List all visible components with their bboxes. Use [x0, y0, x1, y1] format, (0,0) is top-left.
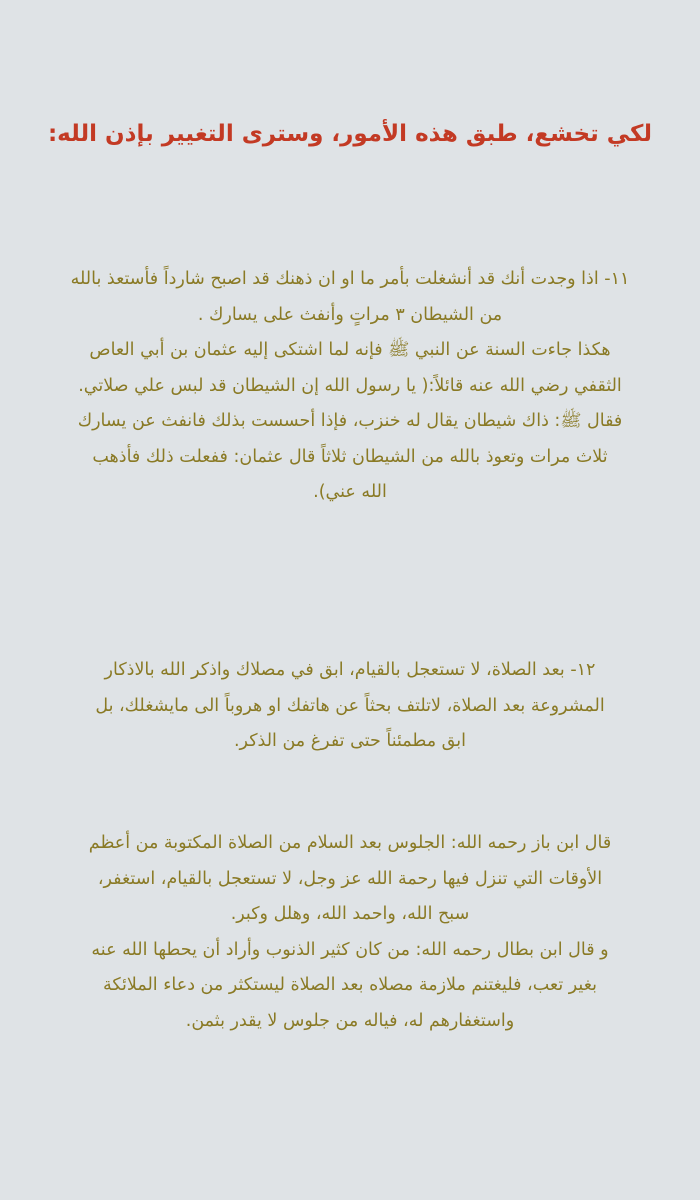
section-11-line: هكذا جاءت السنة عن النبي ﷺ فإنه لما اشتكى إليه عثمان بن أبي العاص — [89, 340, 611, 360]
section-11-line: فقال ﷺ: ذاك شيطان يقال له خنزب، فإذا أحسست بذلك فانفث عن يسارك — [77, 411, 623, 431]
section-12-line: ١٢- بعد الصلاة، لا تستعجل بالقيام، ابق في مصلاك واذكر الله بالاذكار — [104, 660, 596, 680]
section-12-line: ابق مطمئناً حتى تفرغ من الذكر. — [233, 731, 466, 751]
section-11-line: ثلاث مرات وتعوذ بالله من الشيطان ثلاثاً قال عثمان: ففعلت ذلك فأذهب — [92, 446, 608, 467]
quote-line: و قال ابن بطال رحمه الله: من كان كثير الذنوب وأراد أن يحطها الله عنه — [91, 939, 609, 960]
section-12-line: المشروعة بعد الصلاة، لاتلتف بحثاً عن هاتفك او هروباً الى مايشغلك، بل — [95, 695, 605, 716]
quotes-paragraph — [14, 826, 686, 1039]
section-11-line: الله عني). — [313, 482, 387, 502]
quote-line: قال ابن باز رحمه الله: الجلوس بعد السلام من الصلاة المكتوبة من أعظم — [88, 833, 612, 853]
section-12-paragraph — [14, 653, 686, 760]
quote-line: بغير تعب، فليغتنم ملازمة مصلاه بعد الصلاة ليستكثر من دعاء الملائكة — [102, 975, 598, 995]
quote-line: سبح الله، واحمد الله، وهلل وكبر. — [230, 904, 470, 924]
section-11-paragraph — [14, 262, 686, 511]
section-11-line: ١١- اذا وجدت أنك قد أنشغلت بأمر ما او ان ذهنك قد اصبح شارداً فأستعذ بالله — [70, 269, 630, 289]
quote-line: واستغفارهم له، فياله من جلوس لا يقدر بثمن. — [185, 1010, 515, 1031]
section-11-line: الثقفي رضي الله عنه قائلاً:( يا رسول الله إن الشيطان قد لبس علي صلاتي. — [78, 375, 622, 396]
quote-line: الأوقات التي تنزل فيها رحمة الله عز وجل، لا تستعجل بالقيام، استغفر، — [97, 868, 603, 889]
page-title: لكي تخشع، طبق هذه الأمور، وسترى التغيير بإذن الله: — [47, 121, 653, 147]
section-11-line: من الشيطان ٣ مراتٍ وأنفث على يسارك . — [197, 304, 503, 325]
